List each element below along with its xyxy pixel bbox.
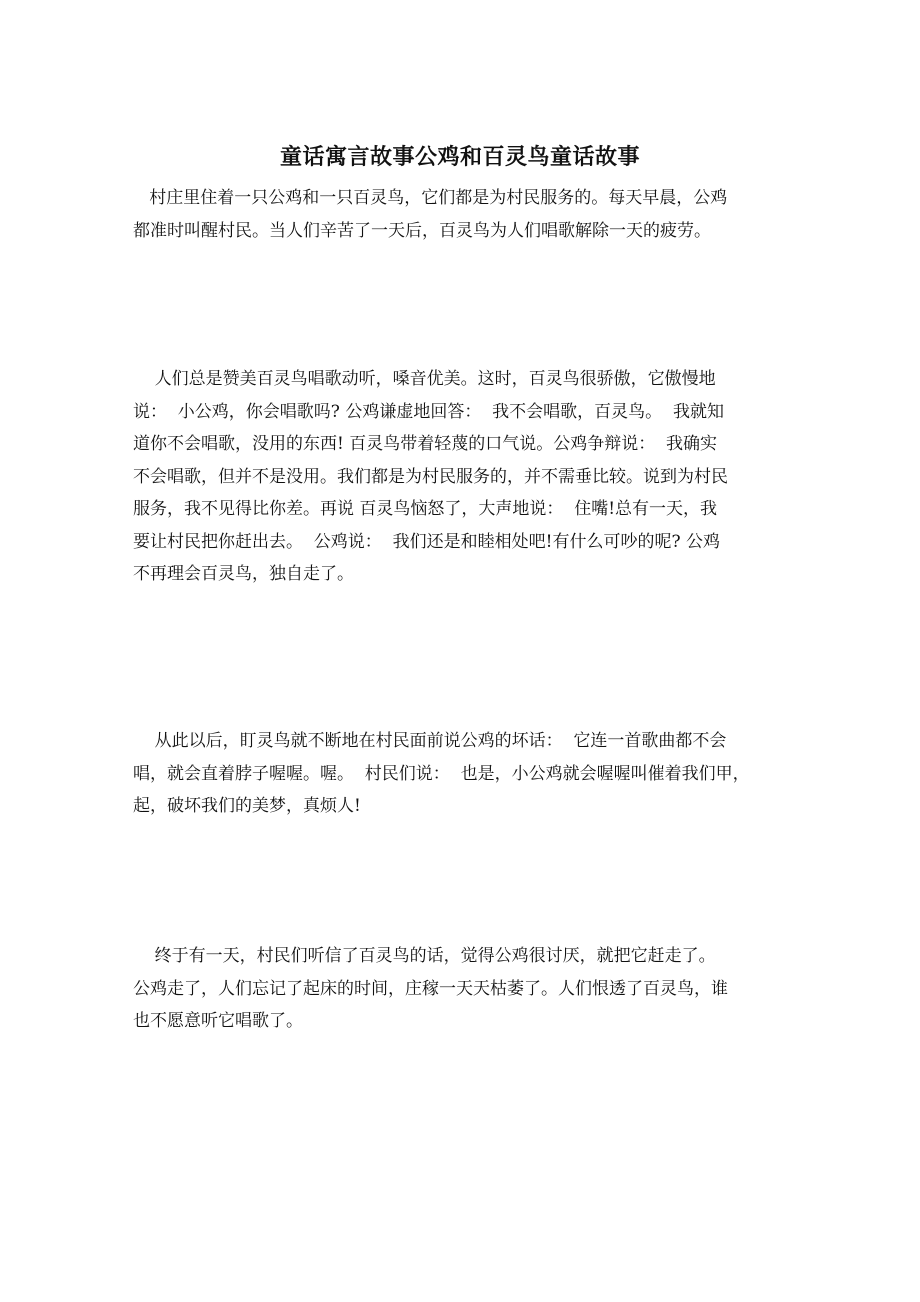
paragraph-3 <box>133 725 793 823</box>
paragraph-2 <box>133 363 793 591</box>
text-line: 道你不会唱歌，没用的东西! 百灵鸟带着轻蔑的口气说。公鸡争辩说： 我确实 <box>133 434 718 454</box>
text-line: 唱，就会直着脖子喔喔。喔。 村民们说： 也是，小公鸡就会喔喔叫催着我们甲， <box>133 763 750 784</box>
text-line: 村庄里住着一只公鸡和一只百灵鸟，它们都是为村民服务的。每天早晨，公鸡 <box>133 188 728 208</box>
paragraph-4 <box>133 940 793 1038</box>
text-line: 公鸡走了，人们忘记了起床的时间，庄稼一天天枯萎了。人们恨透了百灵鸟，谁 <box>133 978 728 999</box>
paragraph-1 <box>133 182 793 247</box>
text-line: 人们总是赞美百灵鸟唱歌动听，嗓音优美。这时，百灵鸟很骄傲，它傲慢地 <box>133 369 716 389</box>
page-title: 童话寓言故事公鸡和百灵鸟童话故事 <box>279 144 640 170</box>
text-line: 终于有一天，村民们听信了百灵鸟的话，觉得公鸡很讨厌，就把它赶走了。 <box>133 946 716 966</box>
text-line: 也不愿意听它唱歌了。 <box>133 1011 303 1031</box>
text-line: 要让村民把你赶出去。 公鸡说： 我们还是和睦相处吧!有什么可吵的呢? 公鸡 <box>133 531 720 552</box>
text-line: 都准时叫醒村民。当人们辛苦了一天后，百灵鸟为人们唱歌解除一天的疲劳。 <box>133 220 711 241</box>
text-line: 不再理会百灵鸟，独自走了。 <box>133 564 354 584</box>
text-line: 起，破坏我们的美梦，真烦人! <box>133 796 361 816</box>
text-line: 说： 小公鸡，你会唱歌吗? 公鸡谦虚地回答： 我不会唱歌，百灵鸟。 我就知 <box>133 401 724 422</box>
text-line: 不会唱歌，但并不是没用。我们都是为村民服务的，并不需垂比较。说到为村民 <box>133 466 728 487</box>
text-line: 从此以后，盯灵鸟就不断地在村民面前说公鸡的坏话： 它连一首歌曲都不会 <box>133 731 727 751</box>
text-line: 服务，我不见得比你差。再说 百灵鸟恼怒了，大声地说： 住嘴!总有一天，我 <box>133 499 718 519</box>
